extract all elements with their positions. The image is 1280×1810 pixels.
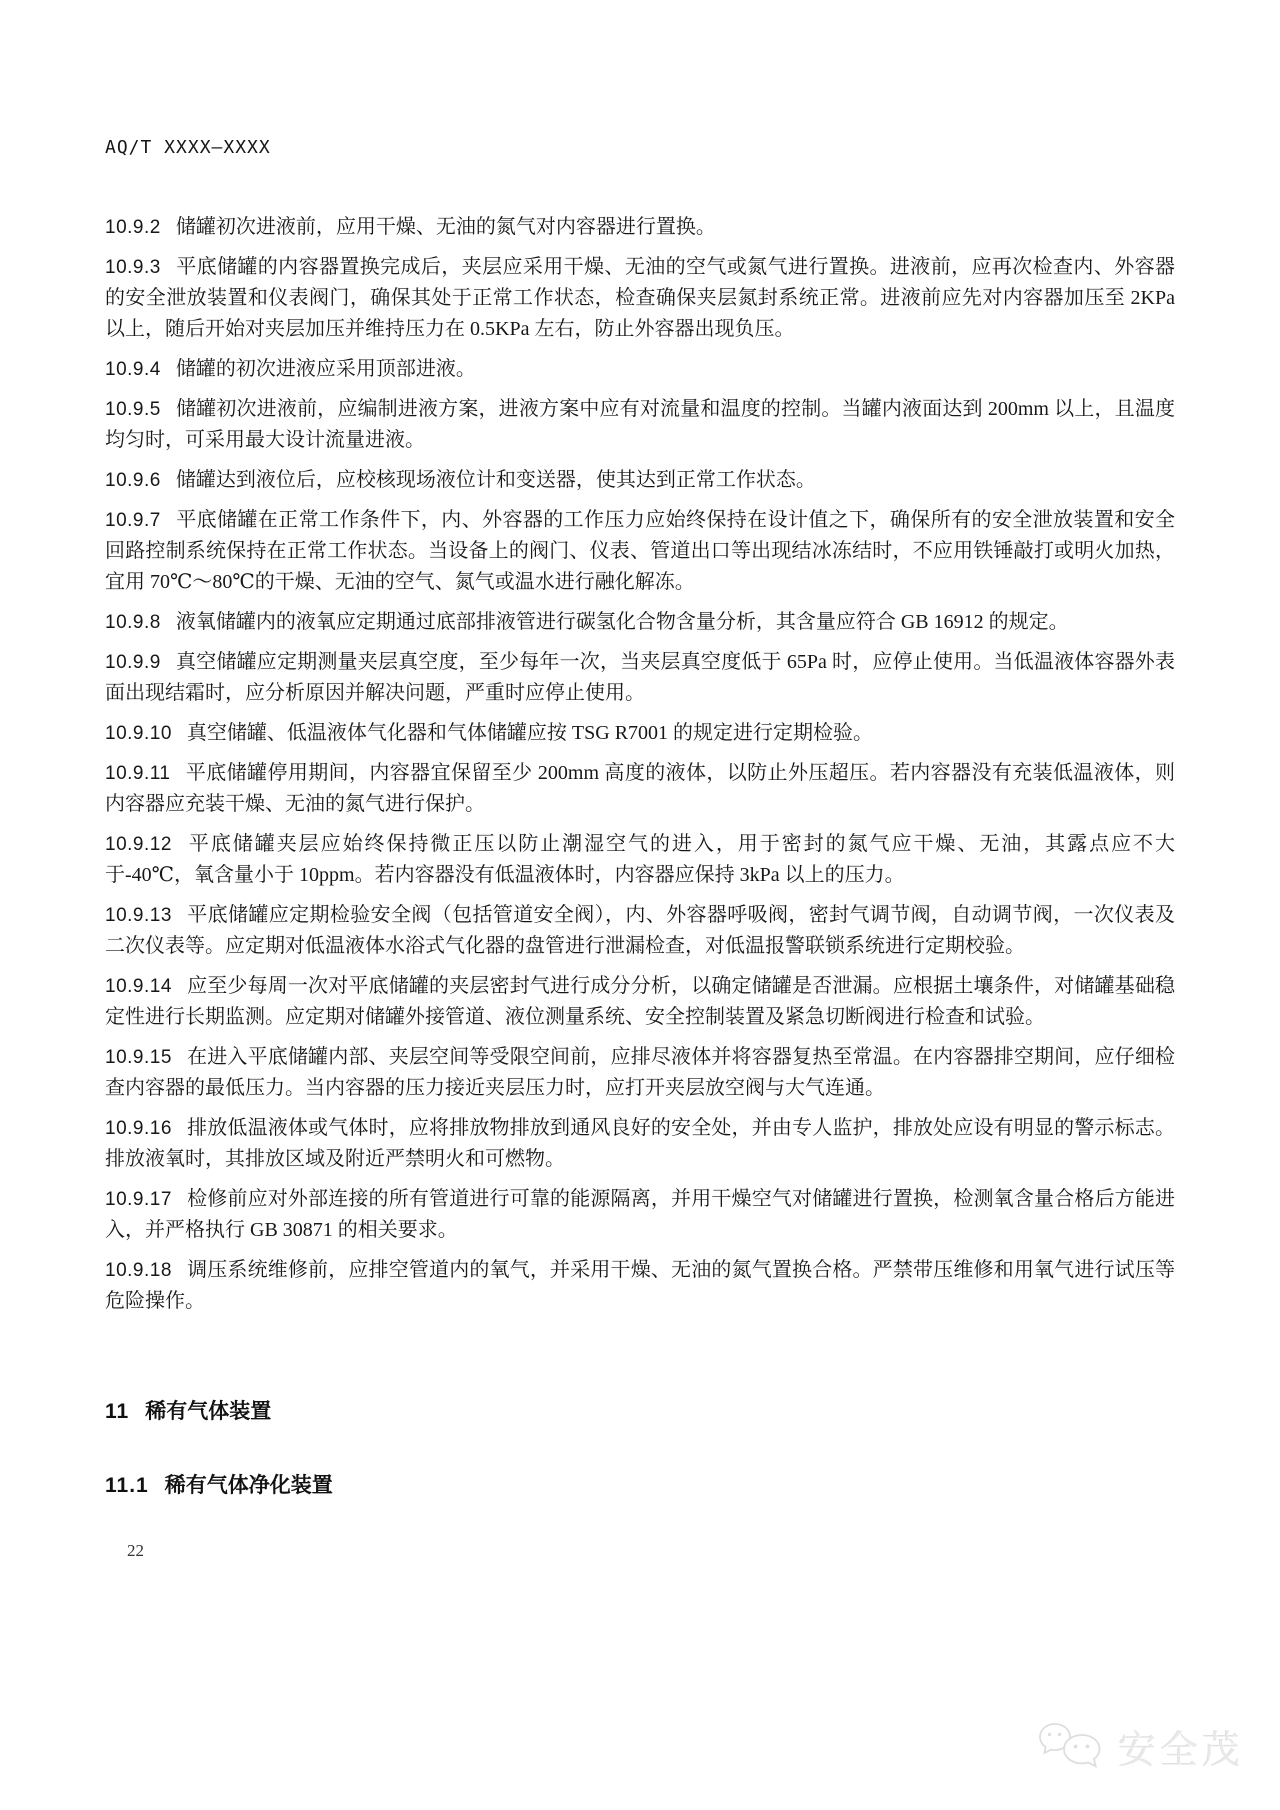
clause-paragraph [105, 607, 1175, 638]
clause-text: 平底储罐在正常工作条件下，内、外容器的工作压力应始终保持在设计值之下，确保所有的安全泄放装置和安全回路控制系统保持在正常工作状态。当设备上的阀门、仪表、管道出口等出现结冰冻结时，不应用铁锤敲打或明火加热，宜用 70℃～80℃的干燥、无油的空气、氮气或温水进行融化解冻。 [105, 509, 1175, 593]
page-number: 22 [127, 1541, 144, 1560]
clause-number: 10.9.4 [105, 359, 161, 380]
section-heading-11 [105, 1395, 1175, 1425]
clause-text: 液氧储罐内的液氧应定期通过底部排液管进行碳氢化合物含量分析，其含量应符合 GB 16912 的规定。 [175, 611, 1069, 633]
standard-number: AQ/T XXXX—XXXX [105, 137, 271, 158]
clause-text: 平底储罐停用期间，内容器宜保留至少 200mm 高度的液体，以防止外压超压。若内容器没有充装低温液体，则内容器应充装干燥、无油的氮气进行保护。 [105, 762, 1175, 815]
clause-paragraph [105, 1184, 1175, 1246]
clause-number: 10.9.16 [105, 1118, 172, 1139]
clause-paragraph [105, 718, 1175, 749]
clause-number: 10.9.10 [105, 723, 172, 744]
clause-text: 在进入平底储罐内部、夹层空间等受限空间前，应排尽液体并将容器复热至常温。在内容器排空期间，应仔细检查内容器的最低压力。当内容器的压力接近夹层压力时，应打开夹层放空阀与大气连通。 [105, 1046, 1175, 1099]
clause-paragraph [105, 758, 1175, 820]
clause-number: 10.9.17 [105, 1189, 172, 1210]
clause-paragraph [105, 212, 1175, 243]
clause-text: 真空储罐应定期测量夹层真空度，至少每年一次，当夹层真空度低于 65Pa 时，应停止使用。当低温液体容器外表面出现结霜时，应分析原因并解决问题，严重时应停止使用。 [105, 651, 1175, 704]
clause-text: 调压系统维修前，应排空管道内的氧气，并采用干燥、无油的氮气置换合格。严禁带压维修和用氧气进行试压等危险操作。 [105, 1259, 1175, 1312]
clause-text: 平底储罐的内容器置换完成后，夹层应采用干燥、无油的空气或氮气进行置换。进液前，应再次检查内、外容器的安全泄放装置和仪表阀门，确保其处于正常工作状态，检查确保夹层氮封系统正常。进液前应先对内容器加压至 2KPa 以上，随后开始对夹层加压并维持压力在 0.5KPa 左右，防止外容器出现负压。 [105, 256, 1175, 340]
clause-number: 10.9.8 [105, 612, 161, 633]
clause-paragraph [105, 1113, 1175, 1175]
section-number: 11.1 [105, 1474, 149, 1497]
clause-text: 平底储罐夹层应始终保持微正压以防止潮湿空气的进入，用于密封的氮气应干燥、无油，其露点应不大于-40℃，氧含量小于 10ppm。若内容器没有低温液体时，内容器应保持 3kPa 以上的压力。 [105, 833, 1175, 886]
clause-text: 真空储罐、低温液体气化器和气体储罐应按 TSG R7001 的规定进行定期检验。 [186, 722, 874, 744]
section-heading-11-1 [105, 1469, 1175, 1499]
clause-text: 排放低温液体或气体时，应将排放物排放到通风良好的安全处，并由专人监护，排放处应设有明显的警示标志。排放液氧时，其排放区域及附近严禁明火和可燃物。 [105, 1117, 1175, 1170]
clause-paragraph [105, 647, 1175, 709]
clause-paragraph [105, 1255, 1175, 1317]
clause-number: 10.9.9 [105, 652, 161, 673]
clause-number: 10.9.2 [105, 217, 161, 238]
clause-paragraph [105, 1042, 1175, 1104]
clause-number: 10.9.6 [105, 470, 161, 491]
clause-text: 储罐初次进液前，应用干燥、无油的氮气对内容器进行置换。 [175, 216, 716, 238]
clause-text: 应至少每周一次对平底储罐的夹层密封气进行成分分析，以确定储罐是否泄漏。应根据土壤条件，对储罐基础稳定性进行长期监测。应定期对储罐外接管道、液位测量系统、安全控制装置及紧急切断阀进行检查和试验。 [105, 975, 1175, 1028]
clause-number: 10.9.12 [105, 834, 172, 855]
wechat-icon [1038, 1720, 1108, 1774]
clause-text: 储罐的初次进液应采用顶部进液。 [175, 358, 476, 380]
clause-text: 平底储罐应定期检验安全阀（包括管道安全阀），内、外容器呼吸阀，密封气调节阀，自动调节阀，一次仪表及二次仪表等。应定期对低温液体水浴式气化器的盘管进行泄漏检查，对低温报警联锁系统进行定期校验。 [105, 904, 1175, 957]
clause-paragraph [105, 971, 1175, 1033]
watermark-label: 安全茂 [1117, 1730, 1244, 1772]
clause-number: 10.9.18 [105, 1260, 172, 1281]
clause-paragraph [105, 900, 1175, 962]
section-title: 稀有气体装置 [145, 1400, 272, 1423]
clause-number: 10.9.11 [105, 763, 171, 784]
clause-number: 10.9.13 [105, 905, 172, 926]
clause-paragraph [105, 394, 1175, 456]
clause-text: 储罐达到液位后，应校核现场液位计和变送器，使其达到正常工作状态。 [175, 469, 816, 491]
clause-paragraph [105, 465, 1175, 496]
clause-list [105, 212, 1175, 1317]
clause-number: 10.9.15 [105, 1047, 172, 1068]
clause-number: 10.9.14 [105, 976, 172, 997]
clause-number: 10.9.5 [105, 399, 161, 420]
clause-paragraph [105, 829, 1175, 891]
section-title: 稀有气体净化装置 [164, 1474, 333, 1497]
clause-number: 10.9.7 [105, 510, 161, 531]
clause-paragraph [105, 252, 1175, 345]
clause-text: 检修前应对外部连接的所有管道进行可靠的能源隔离，并用干燥空气对储罐进行置换，检测氧含量合格后方能进入，并严格执行 GB 30871 的相关要求。 [105, 1188, 1175, 1241]
clause-text: 储罐初次进液前，应编制进液方案，进液方案中应有对流量和温度的控制。当罐内液面达到 200mm 以上，且温度均匀时，可采用最大设计流量进液。 [105, 398, 1175, 451]
section-number: 11 [105, 1400, 130, 1423]
clause-number: 10.9.3 [105, 257, 161, 278]
clause-paragraph [105, 354, 1175, 385]
watermark [1038, 1719, 1244, 1774]
clause-paragraph [105, 505, 1175, 598]
